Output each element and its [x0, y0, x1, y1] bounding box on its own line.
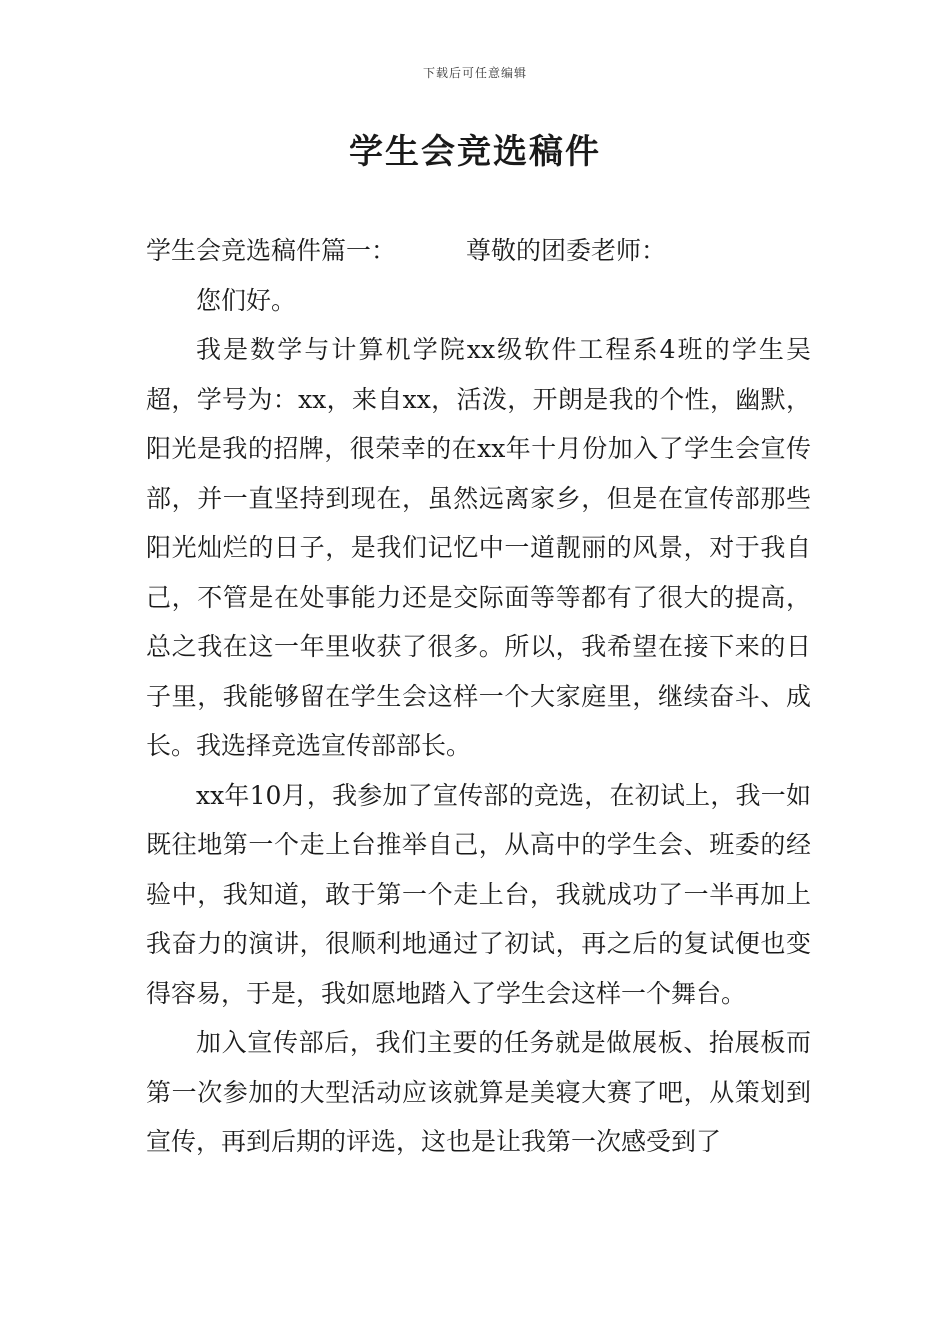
document-body [146, 226, 811, 1167]
paragraph-election-experience: xx年10月，我参加了宣传部的竞选，在初试上，我一如既往地第一个走上台推举自己，从高中的学生会、班委的经验中，我知道，敢于第一个走上台，我就成功了一半再加上我奋力的演讲，很顺利地通过了初试，再之后的复试便也变得容易，于是，我如愿地踏入了学生会这样一个舞台。 [146, 780, 811, 1008]
paragraph-department-work: 加入宣传部后，我们主要的任务就是做展板、抬展板而第一次参加的大型活动应该就算是美寝大赛了吧，从策划到宣传，再到后期的评选，这也是让我第一次感受到了 [146, 1028, 811, 1156]
document-title: 学生会竞选稿件 [349, 132, 601, 172]
salutation: 尊敬的团委老师： [466, 236, 667, 265]
paragraph-self-introduction: 我是数学与计算机学院xx级软件工程系4班的学生吴超，学号为：xx，来自xx，活泼，开朗是我的个性，幽默，阳光是我的招牌，很荣幸的在xx年十月份加入了学生会宣传部，并一直坚持到现在，虽然远离家乡，但是在宣传部那些阳光灿烂的日子，是我们记忆中一道靓丽的风景，对于我自己，不管是在处事能力还是交际面等等都有了很大的提高，总之我在这一年里收获了很多。所以，我希望在接下来的日子里，我能够留在学生会这样一个大家庭里，继续奋斗、成长。我选择竞选宣传部部长。 [146, 335, 811, 760]
header-note: 下载后可任意编辑 [422, 66, 527, 80]
section-label: 学生会竞选稿件篇一： [146, 236, 397, 265]
intro-line [146, 226, 811, 276]
paragraph-greeting: 您们好。 [196, 285, 297, 315]
